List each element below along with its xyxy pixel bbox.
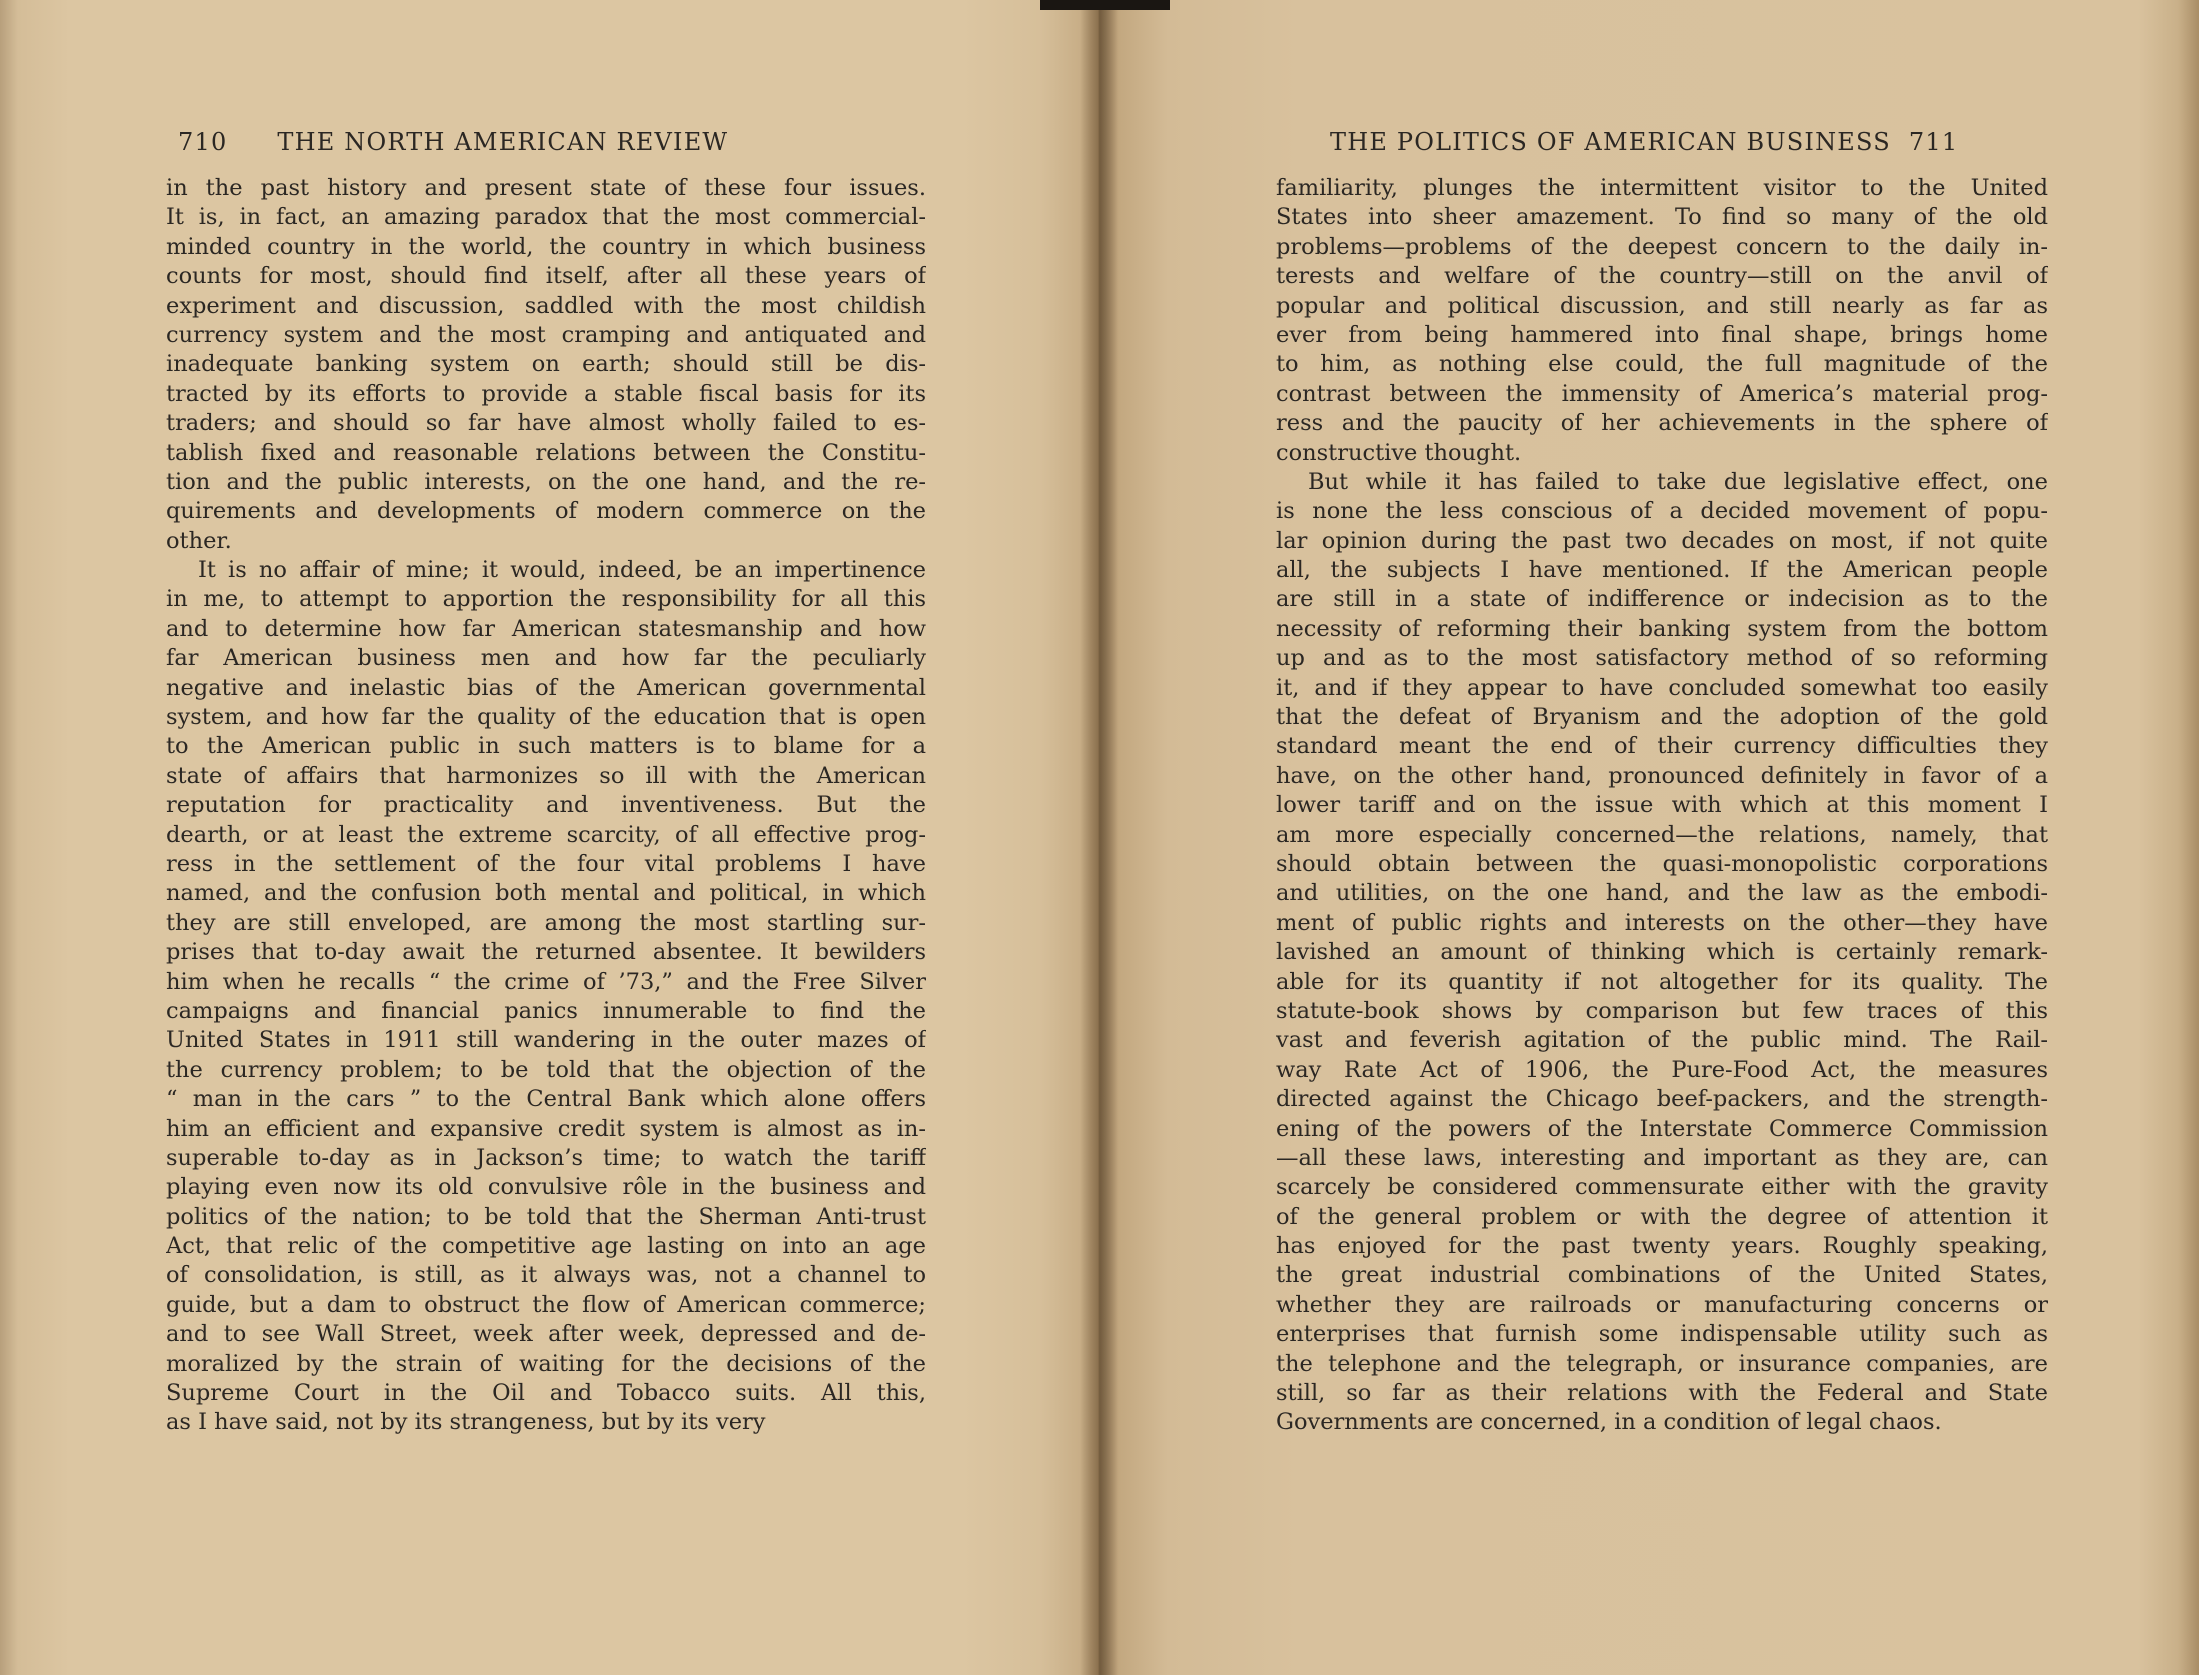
text-line: system, and how far the quality of the education that is open bbox=[166, 704, 926, 731]
text-line: to the American public in such matters is to blame for a bbox=[166, 733, 926, 760]
text-line: directed against the Chicago beef-packers, and the strength- bbox=[1276, 1086, 2048, 1113]
text-line: Supreme Court in the Oil and Tobacco suits. All this, bbox=[166, 1380, 926, 1407]
text-line: still, so far as their relations with the Federal and State bbox=[1276, 1380, 2048, 1407]
text-line: It is no affair of mine; it would, indeed, be an impertinence bbox=[198, 557, 926, 584]
text-line: that the defeat of Bryanism and the adoption of the gold bbox=[1276, 704, 2048, 731]
right-page bbox=[1098, 0, 2199, 1675]
text-line: counts for most, should find itself, after all these years of bbox=[166, 263, 926, 290]
text-line: and to determine how far American statesmanship and how bbox=[166, 615, 926, 642]
text-line: tion and the public interests, on the one hand, and the re- bbox=[166, 468, 926, 495]
text-line: States into sheer amazement. To find so many of the old bbox=[1276, 204, 2048, 231]
text-line: quirements and developments of modern commerce on the bbox=[166, 498, 926, 525]
text-line: necessity of reforming their banking system from the bottom bbox=[1276, 615, 2048, 642]
text-line: ening of the powers of the Interstate Commerce Commission bbox=[1276, 1115, 2048, 1142]
text-line: reputation for practicality and inventiveness. But the bbox=[166, 792, 926, 819]
text-line: far American business men and how far the peculiarly bbox=[166, 645, 926, 672]
text-line: in me, to attempt to apportion the responsibility for all this bbox=[166, 586, 926, 613]
text-line: am more especially concerned—the relations, namely, that bbox=[1276, 821, 2048, 848]
text-line: other. bbox=[166, 527, 232, 554]
text-line: guide, but a dam to obstruct the flow of American commerce; bbox=[166, 1291, 926, 1318]
text-line: vast and feverish agitation of the public mind. The Rail- bbox=[1276, 1027, 2048, 1054]
text-line: of the general problem or with the degree of attention it bbox=[1276, 1203, 2048, 1230]
right-running-head bbox=[1330, 128, 2130, 156]
text-line: statute-book shows by comparison but few traces of this bbox=[1276, 997, 2048, 1024]
text-line: him when he recalls “ the crime of ’73,” and the Free Silver bbox=[166, 968, 926, 995]
text-line: is none the less conscious of a decided movement of popu- bbox=[1276, 498, 2048, 525]
paragraph bbox=[1276, 174, 2048, 468]
text-line: should obtain between the quasi-monopolistic corporations bbox=[1276, 850, 2048, 877]
text-line: named, and the confusion both mental and political, in which bbox=[166, 880, 926, 907]
binding-edge bbox=[1040, 0, 1170, 10]
text-line: state of affairs that harmonizes so ill with the American bbox=[166, 762, 926, 789]
text-line: lower tariff and on the issue with which at this moment I bbox=[1276, 792, 2048, 819]
right-page-number: 711 bbox=[1908, 128, 1959, 156]
text-line: negative and inelastic bias of the American governmental bbox=[166, 674, 926, 701]
text-line: constructive thought. bbox=[1276, 439, 1522, 466]
text-line: way Rate Act of 1906, the Pure-Food Act, the measures bbox=[1276, 1056, 2048, 1083]
text-line: superable to-day as in Jackson’s time; to watch the tariff bbox=[166, 1144, 926, 1171]
right-running-title: THE POLITICS OF AMERICAN BUSINESS bbox=[1330, 128, 1891, 156]
text-line: up and as to the most satisfactory method of so reforming bbox=[1276, 645, 2048, 672]
text-line: experiment and discussion, saddled with the most childish bbox=[166, 292, 926, 319]
left-running-title: THE NORTH AMERICAN REVIEW bbox=[277, 128, 729, 156]
text-line: playing even now its old convulsive rôle in the business and bbox=[166, 1174, 926, 1201]
text-line: and to see Wall Street, week after week, depressed and de- bbox=[166, 1321, 926, 1348]
text-line: the telephone and the telegraph, or insurance companies, are bbox=[1276, 1350, 2048, 1377]
text-line: campaigns and financial panics innumerable to find the bbox=[166, 997, 926, 1024]
text-line: United States in 1911 still wandering in the outer mazes of bbox=[166, 1027, 926, 1054]
text-line: currency system and the most cramping and antiquated and bbox=[166, 321, 926, 348]
text-line: of consolidation, is still, as it always was, not a channel to bbox=[166, 1262, 926, 1289]
text-line: ever from being hammered into final shape, brings home bbox=[1276, 321, 2048, 348]
text-line: It is, in fact, an amazing paradox that the most commercial- bbox=[166, 204, 926, 231]
text-line: But while it has failed to take due legislative effect, one bbox=[1308, 468, 2048, 495]
text-line: tracted by its efforts to provide a stable fiscal basis for its bbox=[166, 380, 926, 407]
right-body-text bbox=[1276, 174, 2048, 1438]
text-line: terests and welfare of the country—still on the anvil of bbox=[1276, 263, 2048, 290]
book-gutter bbox=[1080, 0, 1118, 1675]
text-line: Act, that relic of the competitive age lasting on into an age bbox=[166, 1233, 926, 1260]
text-line: ress in the settlement of the four vital problems I have bbox=[166, 850, 926, 877]
paragraph bbox=[166, 174, 926, 556]
text-line: tablish fixed and reasonable relations between the Constitu- bbox=[166, 439, 926, 466]
text-line: politics of the nation; to be told that the Sherman Anti-trust bbox=[166, 1203, 926, 1230]
text-line: to him, as nothing else could, the full magnitude of the bbox=[1276, 351, 2048, 378]
text-line: —all these laws, interesting and important as they are, can bbox=[1276, 1144, 2048, 1171]
text-line: lavished an amount of thinking which is certainly remark- bbox=[1276, 939, 2048, 966]
left-page bbox=[0, 0, 1098, 1675]
left-body-text bbox=[166, 174, 926, 1438]
text-line: contrast between the immensity of America’s material prog- bbox=[1276, 380, 2048, 407]
left-page-number: 710 bbox=[178, 128, 228, 156]
text-line: the currency problem; to be told that the objection of the bbox=[166, 1056, 926, 1083]
text-line: popular and political discussion, and still nearly as far as bbox=[1276, 292, 2048, 319]
text-line: have, on the other hand, pronounced definitely in favor of a bbox=[1276, 762, 2048, 789]
text-line: as I have said, not by its strangeness, but by its very bbox=[166, 1409, 766, 1436]
text-line: they are still enveloped, are among the most startling sur- bbox=[166, 909, 926, 936]
text-line: all, the subjects I have mentioned. If the American people bbox=[1276, 557, 2048, 584]
text-line: has enjoyed for the past twenty years. Roughly speaking, bbox=[1276, 1233, 2048, 1260]
text-line: it, and if they appear to have concluded somewhat too easily bbox=[1276, 674, 2048, 701]
text-line: “ man in the cars ” to the Central Bank which alone offers bbox=[166, 1086, 926, 1113]
text-line: ress and the paucity of her achievements in the sphere of bbox=[1276, 410, 2048, 437]
text-line: minded country in the world, the country in which business bbox=[166, 233, 926, 260]
text-line: dearth, or at least the extreme scarcity, of all effective prog- bbox=[166, 821, 926, 848]
text-line: inadequate banking system on earth; should still be dis- bbox=[166, 351, 926, 378]
text-line: him an efficient and expansive credit system is almost as in- bbox=[166, 1115, 926, 1142]
left-running-head bbox=[178, 128, 818, 156]
text-line: and utilities, on the one hand, and the law as the embodi- bbox=[1276, 880, 2048, 907]
text-line: scarcely be considered commensurate either with the gravity bbox=[1276, 1174, 2048, 1201]
text-line: able for its quantity if not altogether for its quality. The bbox=[1276, 968, 2048, 995]
text-line: moralized by the strain of waiting for the decisions of the bbox=[166, 1350, 926, 1377]
text-line: ment of public rights and interests on the other—they have bbox=[1276, 909, 2048, 936]
text-line: are still in a state of indifference or indecision as to the bbox=[1276, 586, 2048, 613]
text-line: the great industrial combinations of the United States, bbox=[1276, 1262, 2048, 1289]
text-line: traders; and should so far have almost wholly failed to es- bbox=[166, 410, 926, 437]
text-line: in the past history and present state of these four issues. bbox=[166, 175, 926, 201]
paragraph bbox=[1276, 468, 2048, 1438]
text-line: Governments are concerned, in a condition of legal chaos. bbox=[1276, 1409, 1942, 1436]
paragraph bbox=[166, 556, 926, 1438]
text-line: familiarity, plunges the intermittent visitor to the United bbox=[1276, 175, 2048, 201]
text-line: whether they are railroads or manufacturing concerns or bbox=[1276, 1291, 2048, 1318]
text-line: standard meant the end of their currency difficulties they bbox=[1276, 733, 2048, 760]
text-line: lar opinion during the past two decades on most, if not quite bbox=[1276, 527, 2048, 554]
text-line: problems—problems of the deepest concern to the daily in- bbox=[1276, 233, 2048, 260]
text-line: prises that to-day await the returned absentee. It bewilders bbox=[166, 939, 926, 966]
text-line: enterprises that furnish some indispensable utility such as bbox=[1276, 1321, 2048, 1348]
